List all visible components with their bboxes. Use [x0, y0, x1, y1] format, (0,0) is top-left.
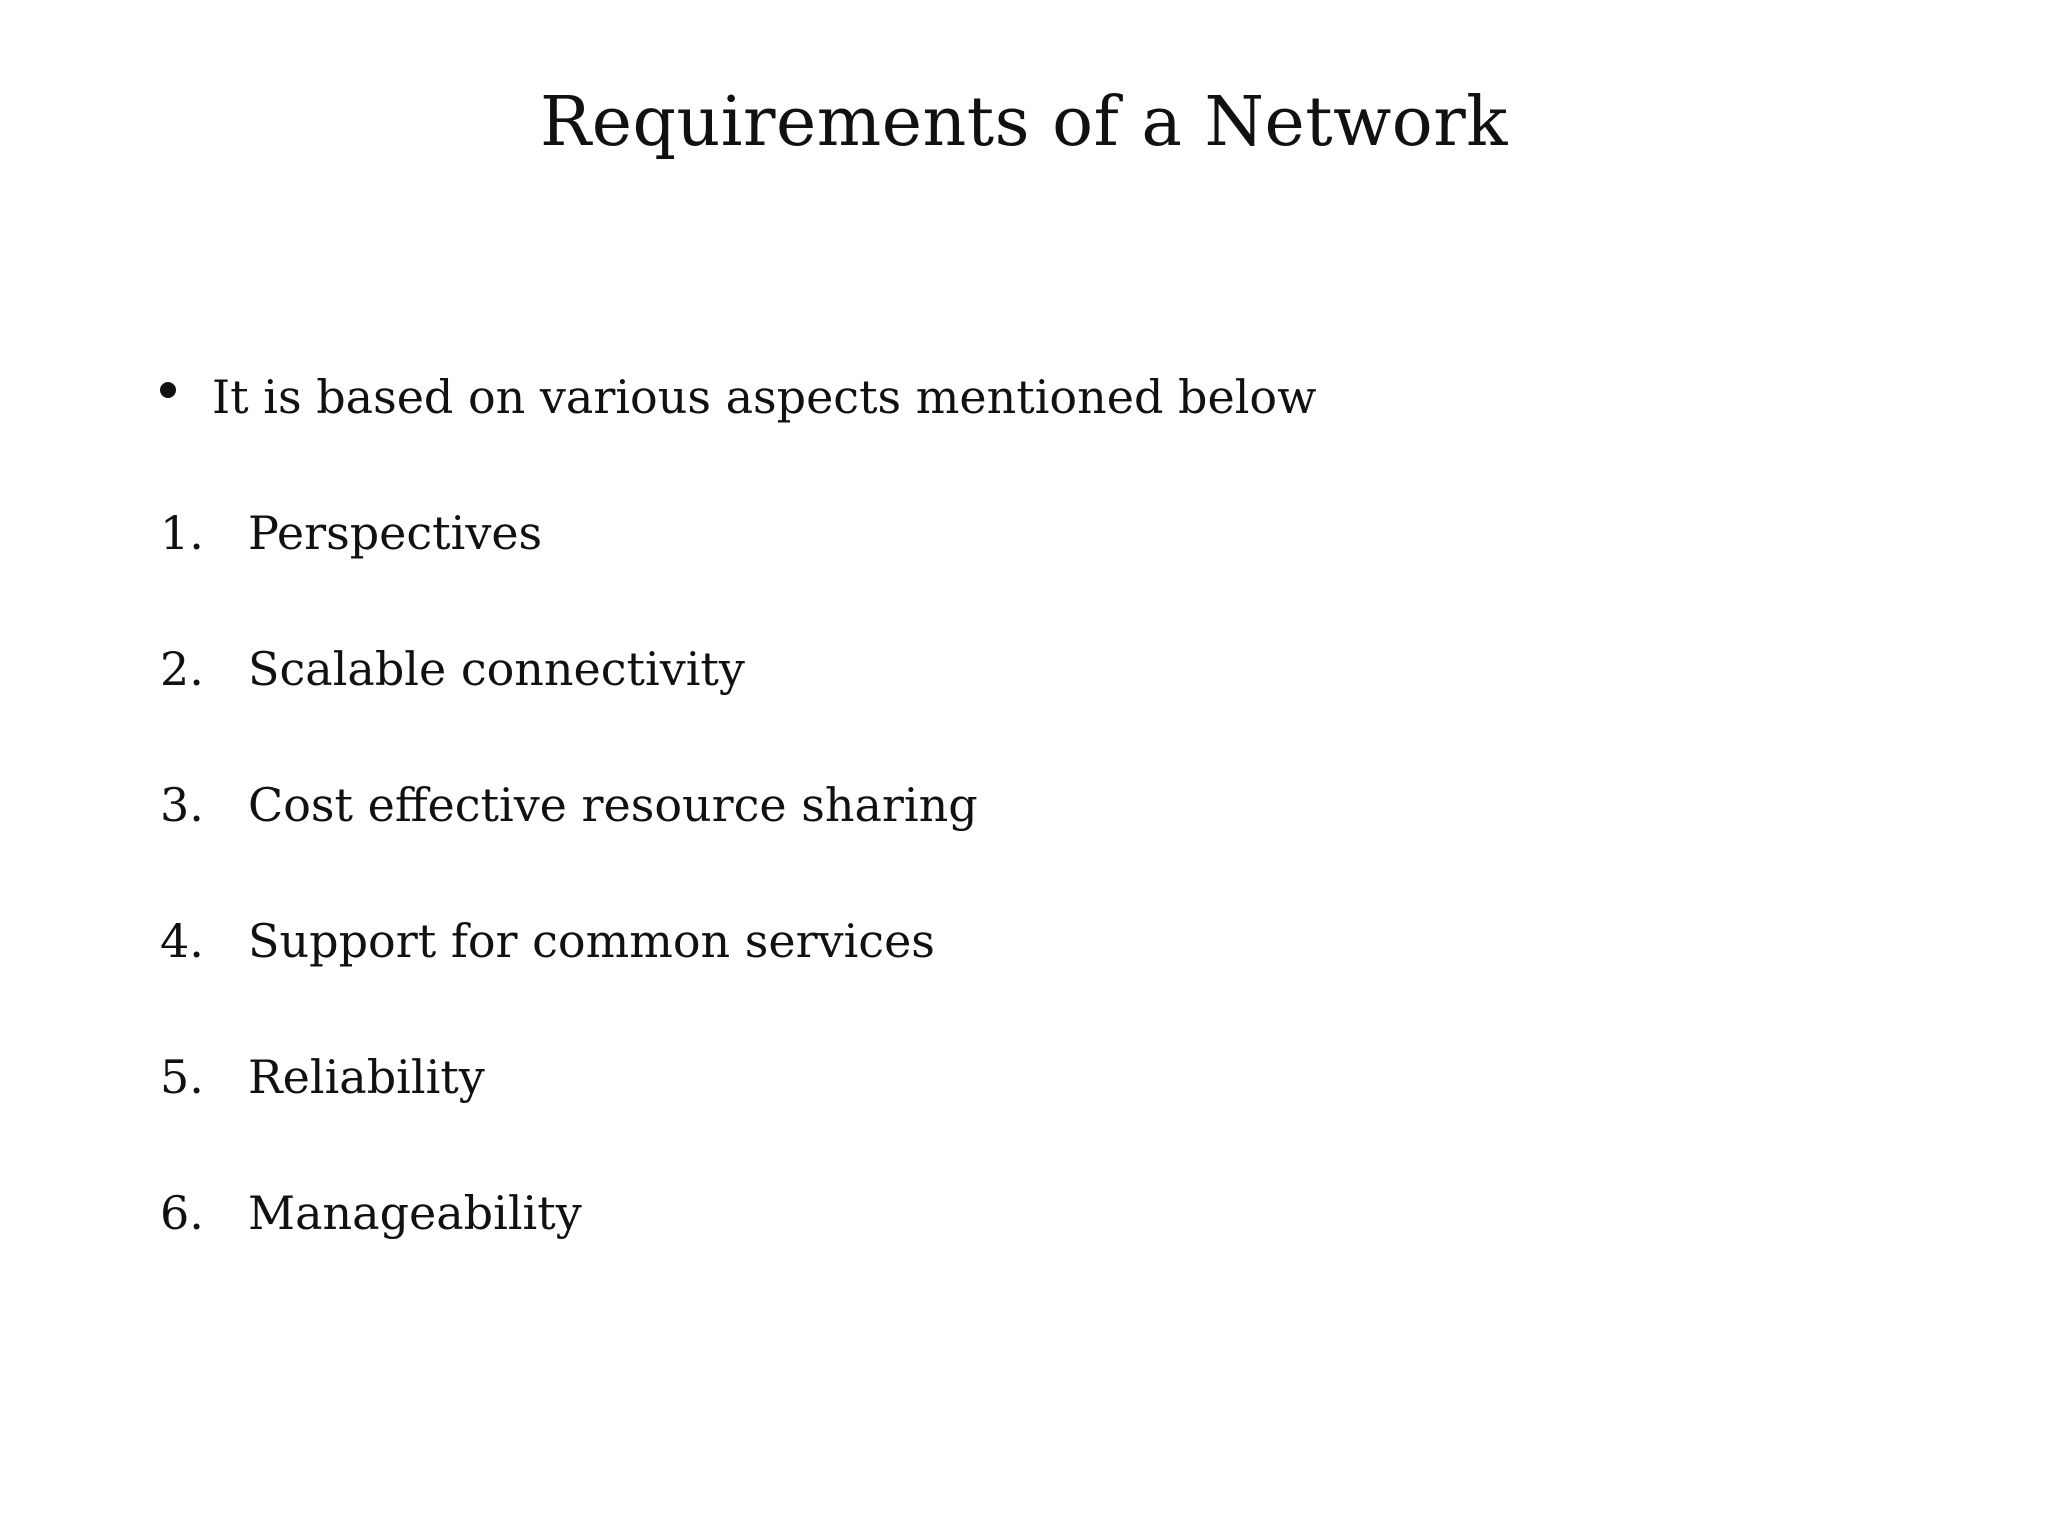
list-item-number: 4. — [160, 914, 204, 968]
list-item-label: Cost effective resource sharing — [248, 778, 978, 832]
list-item-support-for-common-services — [160, 906, 935, 976]
list-item-number: 3. — [160, 778, 204, 832]
list-item-manageability — [160, 1178, 582, 1248]
list-item-label: Perspectives — [248, 506, 543, 560]
list-item-cost-effective-resource-sharing — [160, 770, 978, 840]
slide-title: Requirements of a Network — [540, 83, 1508, 162]
list-item-scalable-connectivity — [160, 634, 745, 704]
list-item-number: 5. — [160, 1050, 204, 1104]
list-item-perspectives — [160, 498, 542, 568]
bullet-dot-icon — [160, 382, 176, 398]
list-item-label: Scalable connectivity — [248, 642, 745, 696]
bullet-text: It is based on various aspects mentioned below — [212, 370, 1317, 424]
list-item-reliability — [160, 1042, 485, 1112]
list-item-number: 1. — [160, 506, 204, 560]
list-item-number: 2. — [160, 642, 204, 696]
list-item-label: Reliability — [248, 1050, 485, 1104]
bullet-point — [160, 362, 1317, 432]
list-item-label: Manageability — [248, 1186, 582, 1240]
list-item-number: 6. — [160, 1186, 204, 1240]
list-item-label: Support for common services — [248, 914, 935, 968]
